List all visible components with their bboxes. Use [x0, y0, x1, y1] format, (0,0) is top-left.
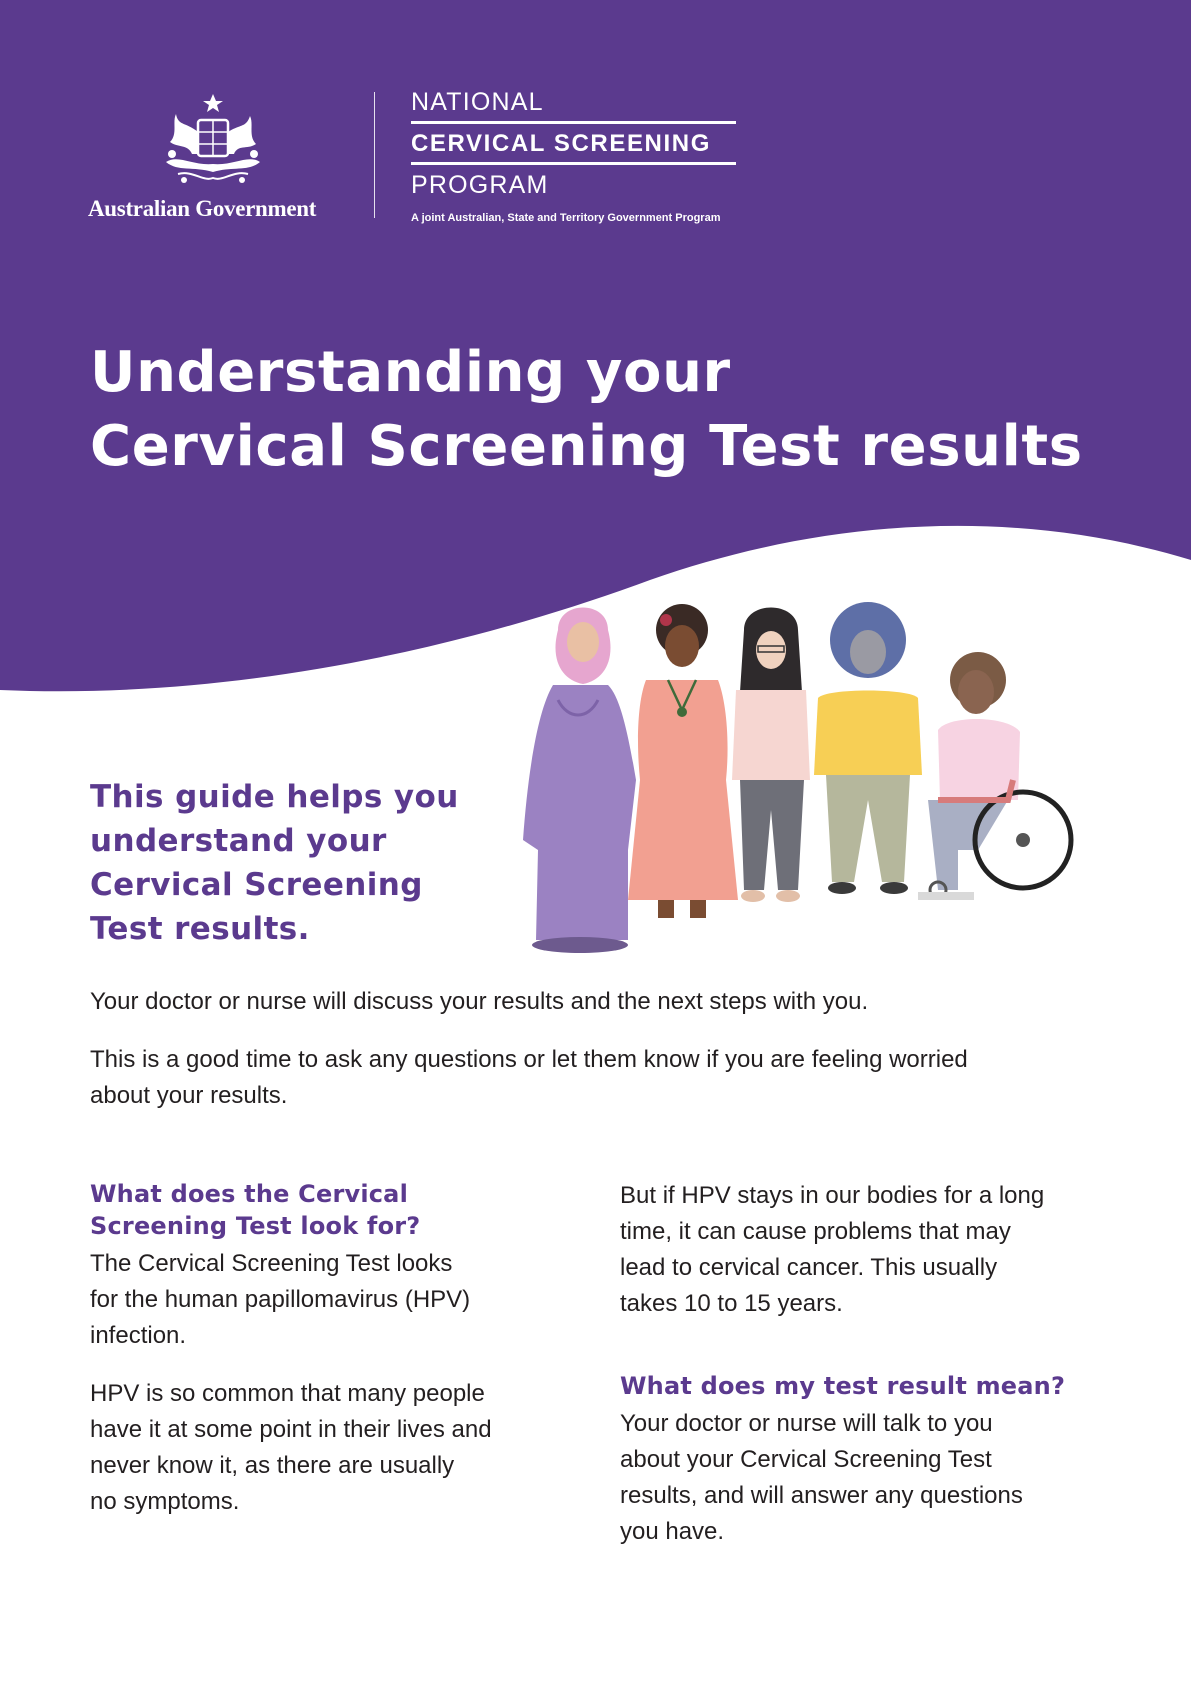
- left-column-heading: [90, 1178, 590, 1242]
- right-column-heading: [620, 1370, 1120, 1402]
- intro-paragraph-2: [90, 1042, 968, 1114]
- right-column-paragraph-2: [620, 1406, 1120, 1550]
- program-logo: [411, 88, 736, 224]
- logo-divider: [374, 92, 375, 218]
- right-column: [620, 1178, 1120, 1550]
- right-column-paragraph-2-line: you have.: [620, 1518, 725, 1545]
- right-column-paragraph-1-line: lead to cervical cancer. This usually: [620, 1254, 998, 1281]
- left-column-paragraph-2: [90, 1376, 590, 1520]
- left-column-paragraph-1-line: infection.: [90, 1322, 187, 1349]
- intro-heading-line: Cervical Screening: [90, 867, 423, 903]
- left-column-paragraph-2-line: HPV is so common that many people: [90, 1380, 485, 1407]
- left-column: [90, 1178, 590, 1520]
- intro-heading-line: understand your: [90, 823, 387, 859]
- page-title-line: Understanding your: [90, 340, 731, 405]
- right-column-paragraph-2-line: about your Cervical Screening Test: [620, 1446, 992, 1473]
- program-line-national: NATIONAL: [411, 88, 544, 116]
- right-column-paragraph-2-line: results, and will answer any questions: [620, 1482, 1023, 1509]
- page-title-line: Cervical Screening Test results: [90, 414, 1083, 479]
- left-column-paragraph-1: [90, 1246, 590, 1354]
- left-column-paragraph-1-line: for the human papillomavirus (HPV): [90, 1286, 471, 1313]
- australian-government-logo: [88, 92, 348, 222]
- left-column-heading-line: Screening Test look for?: [90, 1212, 421, 1240]
- program-rule-bottom: [411, 162, 736, 165]
- five-women-illustration: [508, 600, 1108, 970]
- woman-hijab-figure: [523, 608, 636, 954]
- woman-pink-dress-figure: [628, 604, 738, 918]
- left-column-paragraph-2-line: never know it, as there are usually: [90, 1452, 455, 1479]
- woman-glasses-figure: [732, 608, 810, 903]
- left-column-paragraph-2-line: no symptoms.: [90, 1488, 240, 1515]
- right-column-paragraph-1: [620, 1178, 1120, 1322]
- woman-wheelchair-figure: [918, 652, 1071, 900]
- left-column-heading-line: What does the Cervical: [90, 1180, 409, 1208]
- program-line-cervical-screening: CERVICAL SCREENING: [411, 130, 711, 157]
- right-column-paragraph-1-line: But if HPV stays in our bodies for a long: [620, 1182, 1045, 1209]
- right-column-paragraph-1-line: time, it can cause problems that may: [620, 1218, 1011, 1245]
- right-column-paragraph-2-line: Your doctor or nurse will talk to you: [620, 1410, 993, 1437]
- program-rule-top: [411, 121, 736, 124]
- left-column-paragraph-1-line: The Cervical Screening Test looks: [90, 1250, 453, 1277]
- right-column-paragraph-1-line: takes 10 to 15 years.: [620, 1290, 843, 1317]
- coat-of-arms-icon: [148, 92, 278, 192]
- program-tagline: A joint Australian, State and Territory Government Program: [411, 212, 721, 224]
- intro-heading-line: Test results.: [90, 911, 310, 947]
- intro-heading: [90, 775, 510, 951]
- woman-curly-hair-figure: [814, 602, 922, 894]
- right-column-heading-text: What does my test result mean?: [620, 1372, 1066, 1400]
- intro-paragraph-2-line: about your results.: [90, 1082, 288, 1109]
- government-name: Australian Government: [88, 196, 317, 221]
- left-column-paragraph-2-line: have it at some point in their lives and: [90, 1416, 492, 1443]
- program-line-program: PROGRAM: [411, 171, 549, 199]
- intro-paragraph-1: [90, 984, 868, 1020]
- page-title: [90, 336, 1083, 484]
- intro-paragraph-2-line: This is a good time to ask any questions or let them know if you are feeling worried: [90, 1046, 968, 1073]
- intro-heading-line: This guide helps you: [90, 779, 459, 815]
- intro-paragraph-1-text: Your doctor or nurse will discuss your results and the next steps with you.: [90, 988, 869, 1015]
